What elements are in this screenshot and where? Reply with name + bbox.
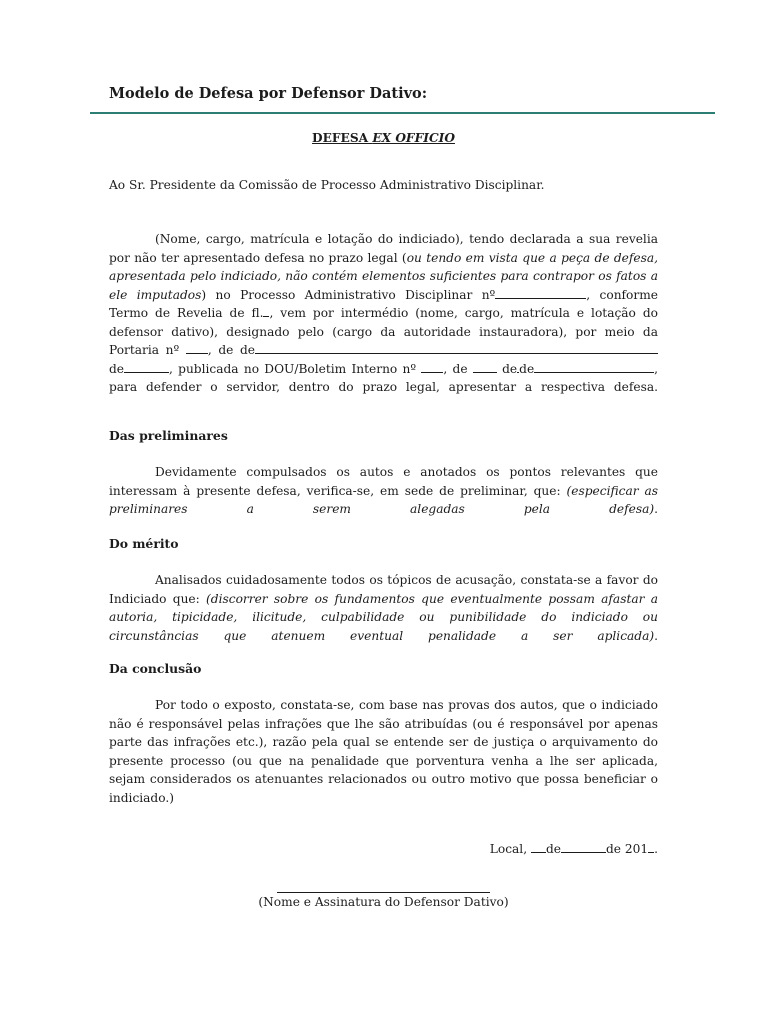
portaria-date-blank [255,342,658,354]
merito-end: . [654,628,658,643]
intro-part3: , conforme Termo de Revelia de fl. [109,287,658,320]
date-end: . [654,842,658,856]
title-divider [90,112,715,114]
intro-part11: de [519,361,535,376]
heading-plain: DEFESA [312,131,373,145]
addressee: Ao Sr. Presidente da Comissão de Processo Administrativo Disciplinar. [109,178,545,192]
date-de1: de [545,842,561,856]
dou-number-blank [421,361,443,373]
conclusao-title: Da conclusão [109,661,202,676]
date-day-blank [531,841,546,853]
intro-part1: (Nome, cargo, matrícula e lotação do indiciado), tendo declarada a sua revelia por não ter apresentado defesa no prazo legal ( [109,232,658,265]
intro-part4: , vem por intermédio (nome, cargo, matrícula e lotação do defensor dativo), designado pelo (cargo da autoridade instauradora), por meio da Portaria nº [109,306,658,357]
date-month-blank [561,841,606,853]
intro-part10: de [502,361,518,376]
preliminares-text: Devidamente compulsados os autos e anotados os pontos relevantes que interessam à presente defesa, verifica-se, em sede de preliminar, que: [109,465,658,498]
intro-part2: ) no Processo Administrativo Disciplinar nº [201,287,496,302]
preliminares-end: . [654,502,658,516]
signature-label: (Nome e Assinatura do Defensor Dativo) [258,895,509,909]
preliminares-title: Das preliminares [109,428,228,443]
dou-day-blank [473,361,497,373]
conclusao-paragraph: Por todo o exposto, constata-se, com base nas provas dos autos, que o indiciado não é responsável pelas infrações que lhe são atribuídas (ou é responsável por apenas parte das infrações etc.), razão pela qual se entende ser de justiça o arquivamento do presente processo (ou que na penalidade que porventura venha a lhe ser aplicada, sejam considerados os atenuantes relacionados ou outro motivo que possa beneficiar o indiciado.) [109,698,658,805]
intro-paragraph [109,230,658,415]
document-title: Modelo de Defesa por Defensor Dativo: [109,85,428,102]
intro-part12: , para defender o servidor, dentro do prazo legal, apresentar a respectiva defesa. [109,361,659,394]
process-number-blank [495,287,586,299]
dou-month-blank [534,361,654,373]
merito-text: Analisados cuidadosamente todos os tópicos de acusação, constata-se a favor do Indiciado que: [109,573,658,606]
merito-paragraph [109,571,658,664]
intro-italic: ou tendo em vista que a peça de defesa, apresentada pelo indiciado, não contém elementos suficientes para contrapor os fatos a ele imputados [109,250,658,302]
date-line [109,840,658,859]
merito-title: Do mérito [109,536,179,551]
intro-part5: , de [207,343,234,357]
preliminares-italic: (especificar as preliminares a serem alegadas pela defesa) [109,483,658,516]
heading-italic: EX OFFICIO [372,131,455,145]
intro-part9: , de [443,361,468,376]
portaria-blank [186,342,208,354]
intro-part8: , publicada no DOU/Boletim Interno nº [169,361,417,376]
date-local: Local, [489,842,531,856]
intro-part6: de [240,343,256,357]
merito-italic: (discorrer sobre os fundamentos que eventualmente possam afastar a autoria, tipicidade, ilicitude, culpabilidade ou punibilidade do indiciado ou circunstâncias que atenuem eventual penalidade a ser aplicada) [109,591,658,643]
intro-part7: de [109,361,125,376]
preliminares-paragraph [109,463,658,537]
date-de2: de 201 [605,842,649,856]
portaria-year-blank [124,361,169,373]
document-heading [109,129,658,148]
